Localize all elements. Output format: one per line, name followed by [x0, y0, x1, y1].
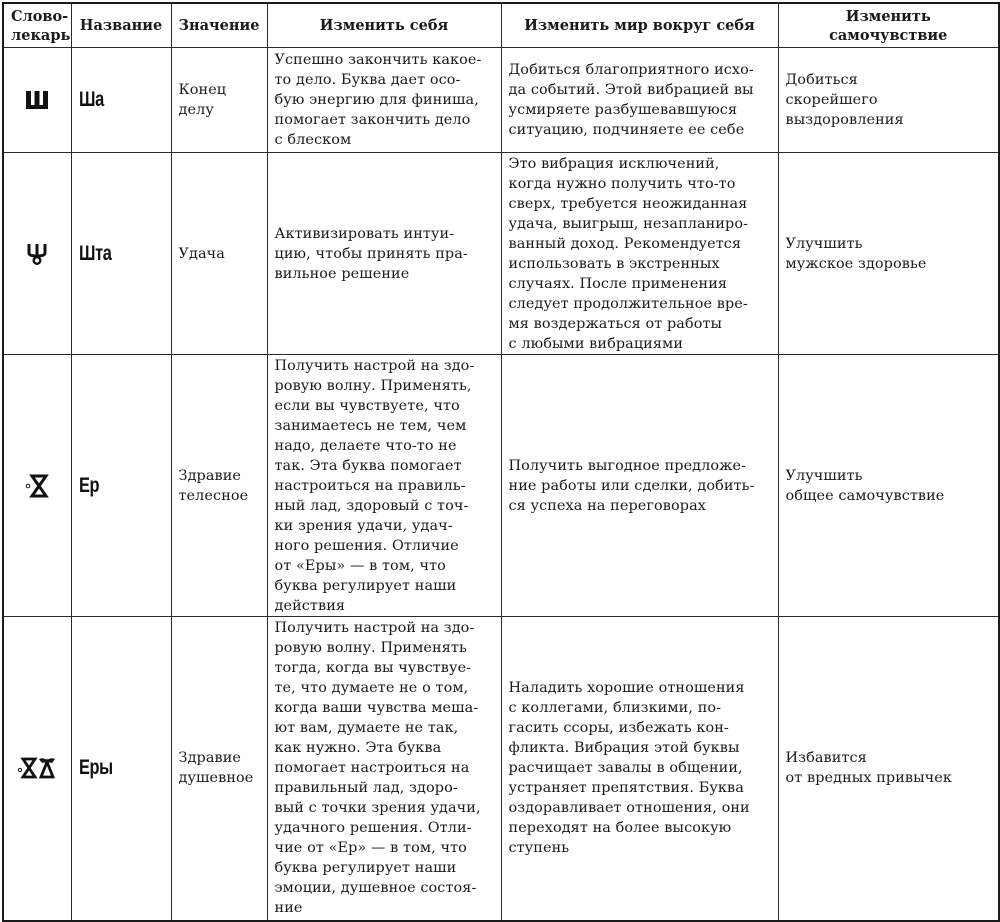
- change-self-cell: Получить настрой на здо- ровую волну. Применять, если вы чувствуете, что занимаетесь не тем, чем надо, делаете что-то не так. Эта буква помогает настроиться на правиль- ный лад, здоровый с точ- ки зрения удачи, удач- ного решения. Отличие от «Еры» — в том, что буква регулирует наши действия: [267, 355, 501, 617]
- name-cell: [71, 617, 171, 921]
- letter-name: Шта: [78, 241, 111, 265]
- sha-glyph-icon: [24, 89, 50, 111]
- meaning-cell: Конец делу: [171, 48, 267, 153]
- letters-table: [2, 2, 1000, 922]
- symbol-cell: [3, 153, 71, 355]
- header-slovo-lekar: Слово- лекарь: [3, 3, 71, 48]
- name-cell: [71, 355, 171, 617]
- change-self-cell: Активизировать интуи- цию, чтобы принять пра- вильное решение: [267, 153, 501, 355]
- header-change-self: Изменить себя: [267, 3, 501, 48]
- change-world-cell: Получить выгодное предложе- ние работы или сделки, добить- ся успеха на переговорах: [501, 355, 778, 617]
- table-row: [3, 617, 999, 921]
- letter-name: Ер: [78, 473, 99, 497]
- change-wellbeing-cell: Улучшить мужское здоровье: [778, 153, 999, 355]
- meaning-cell: Удача: [171, 153, 267, 355]
- change-wellbeing-cell: Улучшить общее самочувствие: [778, 355, 999, 617]
- change-world-cell: Наладить хорошие отношения с коллегами, близкими, по- гасить ссоры, избежать кон- фликта. Вибрация этой буквы расчищает завалы в общении, устраняет препятствия. Буква оздоравливает отношения, они переходят на более высокую ступень: [501, 617, 778, 921]
- symbol-cell: [3, 355, 71, 617]
- meaning-cell: Здравие телесное: [171, 355, 267, 617]
- ery-glyph-icon: [17, 756, 57, 780]
- header-meaning: Значение: [171, 3, 267, 48]
- letter-name: Ша: [78, 88, 104, 111]
- er-glyph-icon: [24, 474, 50, 498]
- change-wellbeing-cell: Избавится от вредных привычек: [778, 617, 999, 921]
- shta-glyph-icon: [26, 242, 48, 266]
- header-change-world: Изменить мир вокруг себя: [501, 3, 778, 48]
- change-world-cell: Это вибрация исключений, когда нужно получить что-то сверх, требуется неожиданная удача, выигрыш, незапланиро- ванный доход. Рекомендуется использовать в экстренных случаях. После применения следует продолжительное вре- мя воздержаться от работы с любыми вибрациями: [501, 153, 778, 355]
- change-self-cell: Успешно закончить какое- то дело. Буква дает осо- бую энергию для финиша, помогает закончить дело с блеском: [267, 48, 501, 153]
- change-world-cell: Добиться благоприятного исхо- да событий. Этой вибрацией вы усмиряете разбушевавшуюся ситуацию, подчиняете ее себе: [501, 48, 778, 153]
- table-row: [3, 355, 999, 617]
- change-self-cell: Получить настрой на здо- ровую волну. Применять тогда, когда вы чувствуе- те, что думаете не о том, когда ваши чувства меша- ют вам, думаете не так, как нужно. Эта буква помогает настроиться на правильный лад, здоро- вый с точки зрения удачи, удачного решения. Отли- чие от «Ер» — в том, что буква регулирует наши эмоции, душевное состоя- ние: [267, 617, 501, 921]
- symbol-cell: [3, 48, 71, 153]
- name-cell: [71, 48, 171, 153]
- meaning-cell: Здравие душевное: [171, 617, 267, 921]
- table-row: [3, 153, 999, 355]
- table-row: [3, 48, 999, 153]
- symbol-cell: [3, 617, 71, 921]
- letter-name: Еры: [78, 756, 113, 780]
- header-change-wellbeing: Изменить самочувствие: [778, 3, 999, 48]
- table-header-row: [3, 3, 999, 48]
- header-name: Название: [71, 3, 171, 48]
- name-cell: [71, 153, 171, 355]
- change-wellbeing-cell: Добиться скорейшего выздоровления: [778, 48, 999, 153]
